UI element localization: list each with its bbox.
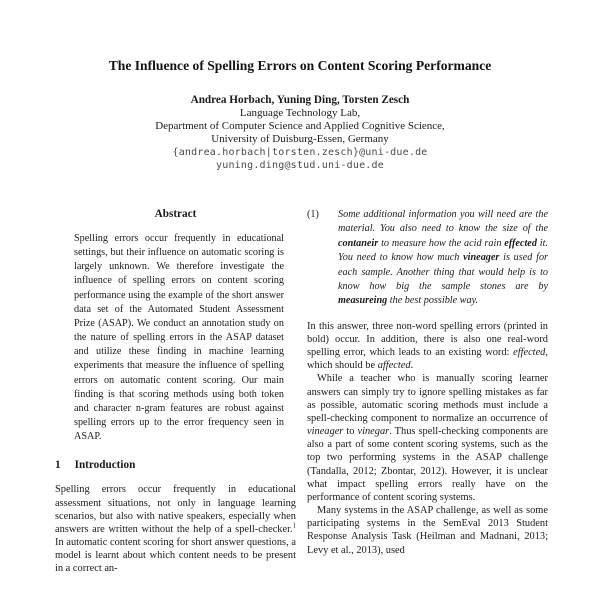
paper-authors: Andrea Horbach, Yuning Ding, Torsten Zesch — [190, 94, 410, 106]
affiliation-line-department: Department of Computer Science and Applied Cognitive Science, — [155, 120, 445, 132]
introduction-paragraph: Spelling errors occur frequently in educational assessment situations, not only in language learning scenarios, but also with native speakers, especially when answers are written without the help of a spell-checker.$^1$ In automatic content scoring for short answer questions, a model is learnt about which content needs to be present in a correct an- — [55, 484, 296, 575]
paragraph-asap-systems: Many systems in the ASAP challenge, as well as some participating systems in the SemEval 2013 Student Response Analysis Task (Heilman and Madnani, 2013; Levy et al., 2013), used — [307, 505, 548, 556]
title-block — [0, 0, 600, 172]
section-number: 1 — [55, 459, 61, 472]
section-heading-introduction — [55, 459, 296, 472]
paper-title: The Influence of Spelling Errors on Content Scoring Performance — [108, 58, 492, 73]
example-text: Some additional information you will need are the material. You also need to know the size of the contaneir to measure how the acid rain effected it. You need to know how much vineager is used for each sample. Another thing that would help is to know how big the sample stones are by measureing the best possible way. — [338, 209, 548, 307]
left-column — [55, 208, 296, 575]
author-email-primary: {andrea.horbach|torsten.zesch}@uni-due.de — [172, 147, 428, 158]
example-block — [307, 208, 548, 309]
paragraph-teacher-scoring: While a teacher who is manually scoring learner answers can simply try to ignore spelling mistakes as far as possible, automatic scoring methods must include a spell-checking component to normalize an occurrence of vineager to vinegar. Thus spell-checking components are also a part of some content scoring systems, such as the top two performing systems in the ASAP challenge (Tandalla, 2012; Zbontar, 2012). However, it is unclear what impact spelling errors really have on the performance of content scoring systems. — [307, 373, 548, 503]
paragraph-answer-errors: In this answer, three non-word spelling errors (printed in bold) occur. In addition, there is also one real-word spelling error, which leads to an existing word: effected, which should be affected. — [307, 320, 548, 372]
author-email-secondary: yuning.ding@stud.uni-due.de — [216, 160, 384, 171]
example-label: (1) — [307, 209, 319, 220]
section-title: Introduction — [74, 459, 136, 472]
affiliation-line-lab: Language Technology Lab, — [239, 107, 361, 119]
two-column-body — [55, 208, 549, 575]
right-column — [307, 208, 548, 575]
abstract-text: Spelling errors occur frequently in educational settings, but their influence on automatic scoring is largely unknown. We therefore investigate the influence of spelling errors on content scoring performance using the example of the short answer data set of the Automated Student Assessment Prize (ASAP). We conduct an annotation study on the nature of spelling errors in the ASAP dataset and utilize these finding in machine learning experiments that measure the influence of spelling errors on automatic content scoring. Our main finding is that scoring methods using both token and character n-gram features are robust against spelling errors up to the error frequency seen in ASAP. — [74, 233, 284, 443]
affiliation-line-university: University of Duisburg-Essen, Germany — [211, 133, 389, 145]
abstract-heading: Abstract — [154, 208, 197, 220]
